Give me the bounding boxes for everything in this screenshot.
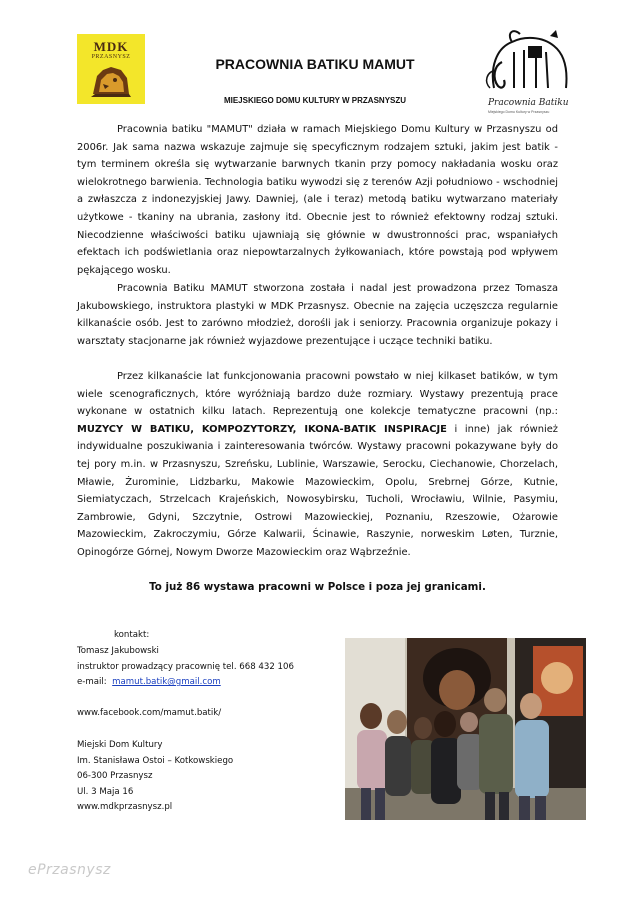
street-line: Ul. 3 Maja 16 [77, 786, 134, 797]
paragraph-exhibitions [77, 368, 558, 562]
page-title: PRACOWNIA BATIKU MAMUT [215, 56, 415, 72]
postal-line: 06-300 Przasnysz [77, 771, 153, 781]
org-line: Miejski Dom Kultury [77, 740, 163, 750]
email-link[interactable]: mamut.batik@gmail.com [112, 677, 221, 687]
paragraph-history-text: Pracownia Batiku MAMUT stworzona została i nadal jest prowadzona przez Tomasza Jakubowskiego, instruktora plastyki w MDK Przasnysz. Obecnie na zajęcia uczęszcza regularnie kilkanaście osób. Jest to zarówno młodzież, dorośli jak i seniorzy. Pracownia organizuje pokazy i warsztaty stacjonarne jak również wyjazdowe prezentujące i uczące techniki batiku. [77, 283, 558, 347]
mamut-logo-caption: Pracownia Batiku [488, 98, 569, 108]
paragraph-intro-text: Pracownia batiku "MAMUT" działa w ramach Miejskiego Domu Kultury w Przasnyszu od 2006r. Jak sama nazwa wskazuje zajmuje się specyficznym rodzajem sztuki, jakim jest batik - tym terminem określa się wytwarzanie barwnych tkanin przy pomocy nakładania wosku oraz wielokrotnego barwienia. Technologia batiku wywodzi się z terenów Azji południowo - wschodniej a zwłaszcza z indonezyjskiej Jawy. Dawniej, (ale i teraz) metodą batiku wytwarzano materiały użytkowe - tkaniny na ubrania, zasłony itd. Obecnie jest to również efektowny rodzaj sztuki. Niecodzienne właściwości batiku ujawniają się głównie w dwustronności prac, wspaniałych efektach ich podświetlania oraz niepowtarzalnych żyłkowaniach, które powstają pod wpływem pękającego wosku. [77, 124, 558, 276]
mdk-logo-subtext: PRZASNYSZ [91, 54, 131, 60]
paragraph-intro [77, 121, 558, 279]
contact-name: Tomasz Jakubowski [77, 646, 159, 656]
contact-email-row [77, 675, 294, 691]
contact-label: kontakt: [114, 630, 150, 640]
mdk-logo [77, 34, 145, 104]
lion-emblem-icon [89, 64, 133, 98]
mamut-logo [484, 28, 576, 120]
facebook-url: www.facebook.com/mamut.batik/ [77, 708, 222, 718]
collections-bold-text: MUZYCY W BATIKU, KOMPOZYTORZY, IKONA-BATIK INSPIRACJE [77, 423, 447, 435]
group-photo-image [345, 638, 586, 820]
email-prefix: e-mail: [77, 677, 113, 687]
website-line: www.mdkprzasnysz.pl [77, 802, 173, 812]
org-name-line: Im. Stanisława Ostoi – Kotkowskiego [77, 755, 234, 766]
paragraph-history [77, 280, 558, 350]
mammoth-icon [484, 28, 576, 98]
paragraph-exhibitions-text-b: i inne) jak również indywidualne poszukiwania i zainteresowania twórców. Wystawy pracowni pokazywane były do tej pory m.in. w Przasnyszu, Szreńsku, Lublinie, Warszawie, Serocku, Ciechanowie, Chorzelach, Mławie, Żurominie, Lidzbarku, Makowie Mazowieckim, Opolu, Srebrnej Górze, Kutnie, Siemiatyczach, Strzelcach Krajeńskich, Nowosybirsku, Tucholi, Wrocławiu, Wilnie, Pasymiu, Zambrowie, Gdyni, Szczytnie, Ostrowi Mazowieckiej, Poznaniu, Rzeszowie, Ożarowie Mazowieckim, Zakroczymiu, Górze Kalwarii, Ścinawie, Raszynie, norweskim Løten, Turznie, Opinogórze Górnej, Nowym Dworze Mazowieckim oraz Wąbrzeźnie. [77, 423, 558, 558]
contact-block [77, 644, 294, 691]
group-photo [345, 638, 586, 820]
contact-role: instruktor prowadzący pracownię tel. 668 432 106 [77, 661, 294, 672]
page-subtitle: MIEJSKIEGO DOMU KULTURY W PRZASNYSZU [223, 96, 407, 105]
paragraph-exhibitions-text-a: Przez kilkanaście lat funkcjonowania pracowni powstało w niej kilkaset batików, w tym wiele scenograficznych, które wyróżniają bardzo duże rozmiary. Wystawy prezentują prace wykonane w ostatnich kilku latach. Reprezentują one kolekcje tematyczne pracowni (np.: [77, 371, 558, 418]
watermark: ePrzasnysz [28, 862, 111, 878]
mdk-logo-text: MDK [93, 39, 129, 54]
address-block [77, 738, 233, 816]
closing-statement: To już 86 wystawa pracowni w Polsce i poza jej granicami. [149, 581, 486, 593]
mamut-logo-small-caption: Miejskiego Domu Kultury w Przasnyszu [488, 110, 550, 114]
